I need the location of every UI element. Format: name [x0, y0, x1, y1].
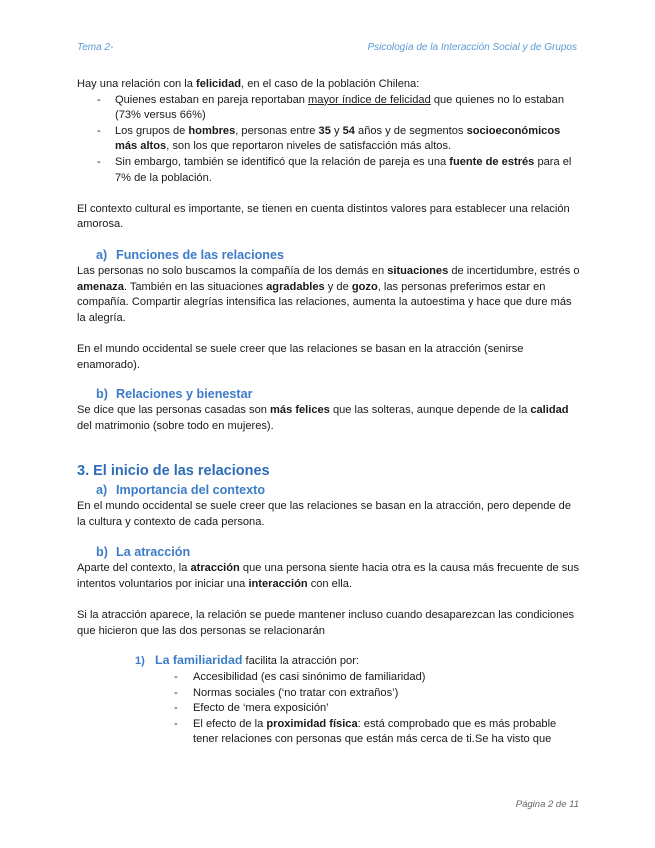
- heading-bienestar: b) Relaciones y bienestar: [96, 387, 253, 402]
- list-item: - El efecto de la proximidad física: está comprobado que es más probable tener relaciones con personas que están más cerca de ti.Se ha visto que: [77, 717, 582, 748]
- paragraph-occidental-atraccion: En el mundo occidental se suele creer que las relaciones se basan en la atracción (senirse enamorado).: [77, 342, 524, 371]
- list-item: - Accesibilidad (es casi sinónimo de familiaridad): [77, 670, 582, 686]
- paragraph-mantener-relacion: Si la atracción aparece, la relación se puede mantener incluso cuando desaparezcan las condiciones que hicieron que las dos personas se relacionarán: [77, 609, 575, 637]
- paragraph-compania: Las personas no solo buscamos la compañía de los demás en situaciones de incertidumbre, estrés o amenaza. También en las situaciones agradables y de gozo, las personas preferimos estar en compañía. Compartir alegrías intensifica las relaciones, aumenta la autoestima y hace que dure más la alegría.: [77, 264, 580, 324]
- heading-funciones: a) Funciones de las relaciones: [96, 247, 284, 262]
- numbered-item-familiaridad: 1) La familiaridad facilita la atracción por:: [135, 653, 359, 668]
- paragraph-casadas: Se dice que las personas casadas son más felices que las solteras, aunque depende de la calidad del matrimonio (sobre todo en mujeres).: [77, 404, 569, 432]
- header-topic: Tema 2-: [77, 42, 114, 53]
- paragraph-felicidad: Hay una relación con la felicidad, en el caso de la población Chilena:: [77, 78, 420, 90]
- list-item: - Sin embargo, también se identificó que la relación de pareja es una fuente de estrés para el 7% de la población.: [77, 155, 582, 186]
- heading-inicio-relaciones: 3. El inicio de las relaciones: [77, 463, 270, 480]
- header-course-title: Psicología de la Interacción Social y de Grupos: [367, 42, 577, 53]
- list-item: - Los grupos de hombres, personas entre 35 y 54 años y de segmentos socioeconómicos más altos, son los que reportaron niveles de satisfacción más altos.: [77, 124, 582, 155]
- list-item: - Normas sociales (‘no tratar con extraños’): [77, 686, 582, 702]
- heading-atraccion: b) La atracción: [96, 545, 191, 560]
- document-body: [77, 77, 582, 748]
- paragraph-cultura-contexto: En el mundo occidental se suele creer que las relaciones se basan en la atracción, pero depende de la cultura y contexto de cada persona.: [77, 500, 571, 528]
- paragraph-cultural-context: El contexto cultural es importante, se tienen en cuenta distintos valores para establecer una relación amorosa.: [77, 202, 570, 231]
- list-item: - Efecto de ‘mera exposición’: [77, 701, 582, 717]
- paragraph-atraccion-causa: Aparte del contexto, la atracción que una persona siente hacia otra es la causa más frecuente de sus intentos voluntarios por iniciar una interacción con ella.: [77, 562, 580, 591]
- heading-importancia-contexto: a) Importancia del contexto: [96, 483, 266, 498]
- page-number: Página 2 de 11: [515, 799, 579, 810]
- list-item: - Quienes estaban en pareja reportaban mayor índice de felicidad que quienes no lo estaban (73% versus 66%): [77, 93, 582, 124]
- happiness-list: [77, 93, 582, 187]
- familiarity-list: [77, 670, 582, 748]
